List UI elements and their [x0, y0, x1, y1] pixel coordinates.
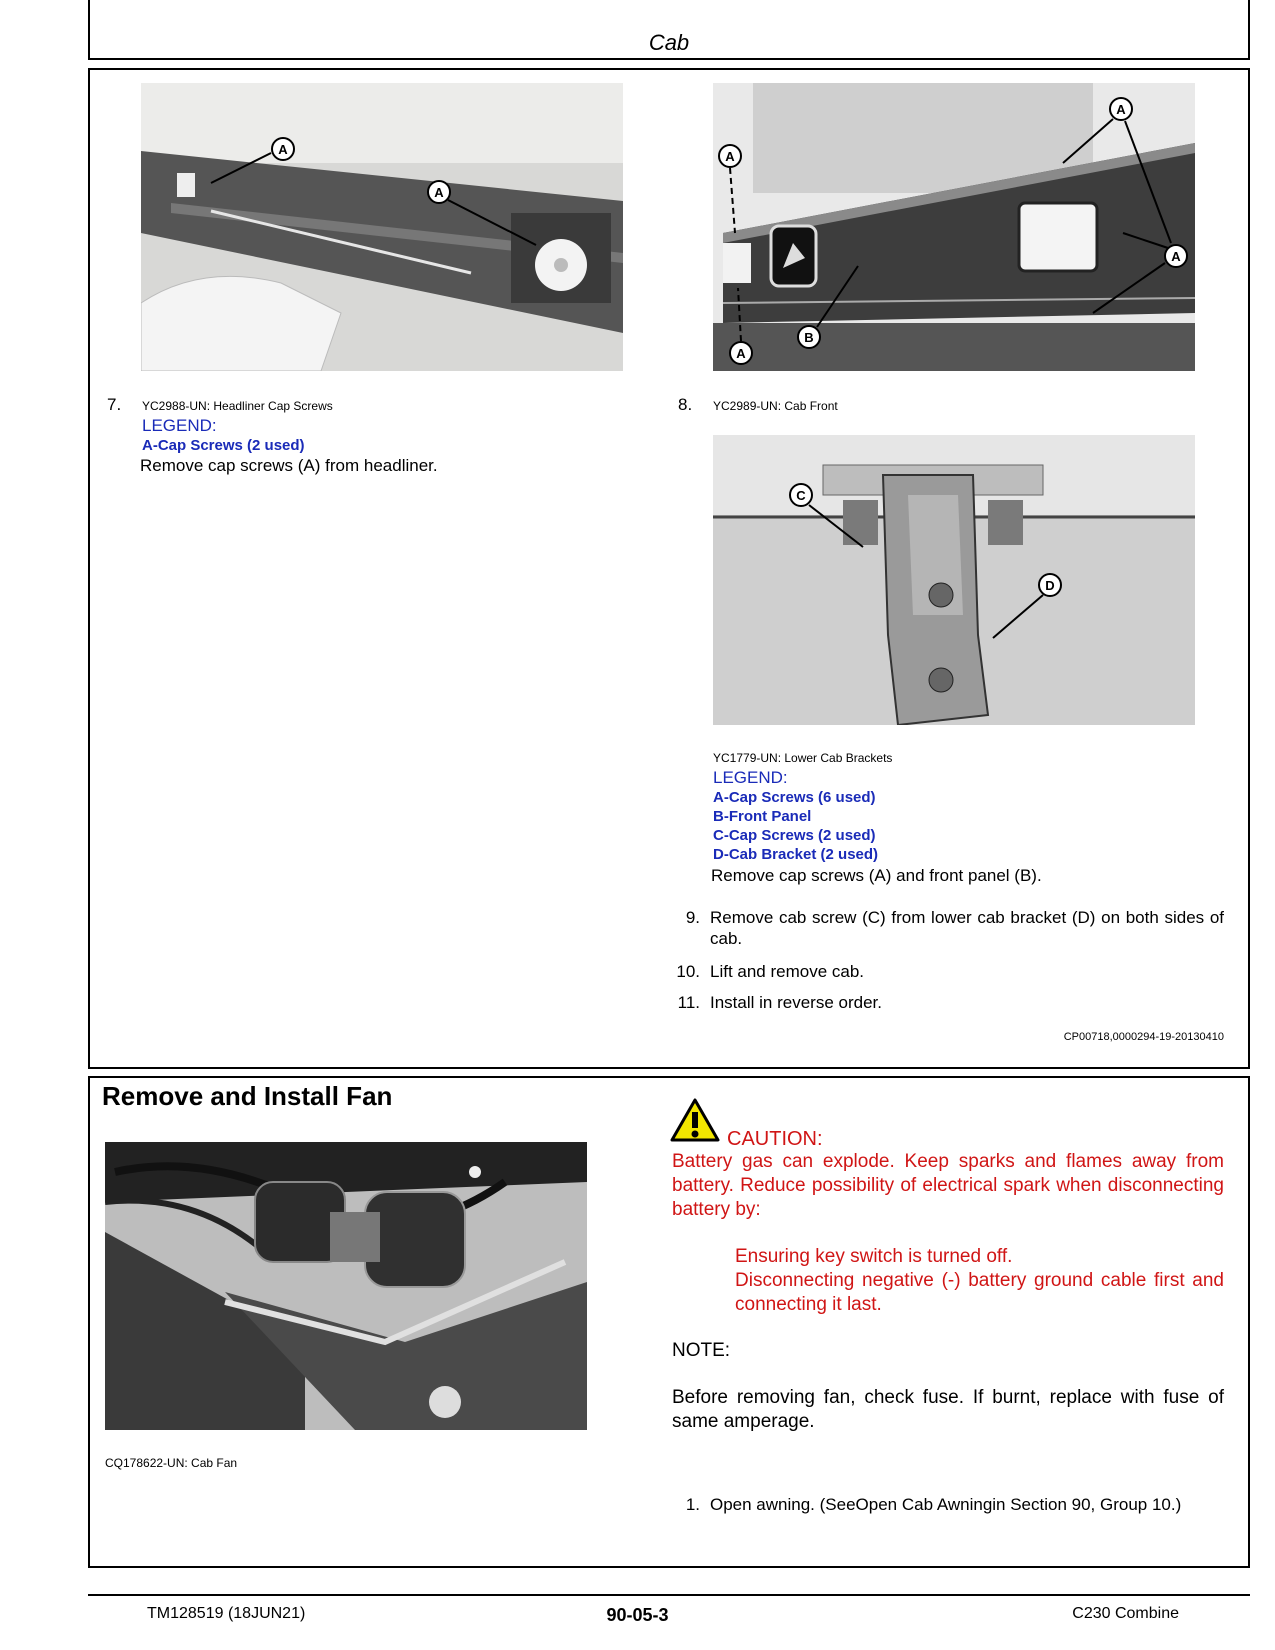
callout-a: A — [736, 346, 746, 361]
legend-item: B-Front Panel — [713, 808, 812, 825]
legend-heading: LEGEND: — [142, 416, 217, 435]
caution-text: Battery gas can explode. Keep sparks and flames away from battery. Reduce possibility of electrical spark when disconnecting battery by: — [672, 1151, 1224, 1220]
step-text: Install in reverse order. — [710, 993, 882, 1012]
caution-heading: CAUTION: — [727, 1128, 823, 1150]
step-text: Lift and remove cab. — [710, 962, 865, 981]
callout-a: A — [434, 185, 444, 200]
callout-b: B — [804, 330, 814, 345]
step-8-instruction: Remove cap screws (A) and front panel (B). — [711, 866, 1042, 885]
legend-item: D-Cab Bracket (2 used) — [713, 846, 879, 863]
footer-model: C230 Combine — [1072, 1605, 1179, 1622]
fan-image-caption: CQ178622-UN: Cab Fan — [105, 1456, 238, 1470]
legend-item: A-Cap Screws (2 used) — [142, 437, 305, 454]
headliner-image-caption: YC2988-UN: Headliner Cap Screws — [142, 399, 333, 413]
step-7-instruction: Remove cap screws (A) from headliner. — [140, 456, 438, 475]
page-title: Cab — [648, 30, 690, 55]
page-header — [88, 0, 1250, 60]
cab-fan-photo — [105, 1142, 587, 1430]
callout-a: A — [1171, 249, 1181, 264]
lower-bracket-image-caption: YC1779-UN: Lower Cab Brackets — [713, 751, 893, 765]
document-reference: CP00718,0000294-19-20130410 — [1063, 1031, 1224, 1043]
callout-a: A — [1116, 102, 1126, 117]
step-number: 10. — [676, 962, 700, 981]
step-number: 9. — [685, 908, 700, 927]
headliner-photo — [141, 83, 623, 371]
step-7-number: 7. — [107, 395, 122, 414]
note-heading: NOTE: — [672, 1340, 731, 1361]
cab-front-photo — [713, 83, 1195, 371]
legend-item: A-Cap Screws (6 used) — [713, 789, 876, 806]
step-text: Open awning. (SeeOpen Cab Awningin Section 90, Group 10.) — [710, 1495, 1182, 1514]
legend-item: C-Cap Screws (2 used) — [713, 827, 876, 844]
callout-a: A — [278, 142, 288, 157]
step-9 — [666, 907, 1224, 951]
section-title: Remove and Install Fan — [102, 1081, 393, 1111]
footer-rule — [88, 1594, 1250, 1596]
note-text: Before removing fan, check fuse. If burnt, replace with fuse of same amperage. — [672, 1387, 1224, 1432]
fan-step-1 — [666, 1494, 1224, 1538]
step-8-number: 8. — [678, 395, 693, 414]
step-number: 1. — [685, 1495, 700, 1514]
caution-item: Ensuring key switch is turned off. — [735, 1246, 1013, 1267]
step-11 — [666, 992, 1224, 1014]
step-number: 11. — [677, 993, 700, 1012]
footer-page-number: 90-05-3 — [606, 1605, 669, 1625]
step-10 — [666, 961, 1224, 983]
callout-d: D — [1045, 578, 1055, 593]
callout-c: C — [796, 488, 806, 503]
caution-item: Disconnecting negative (-) battery ground cable first and connecting it last. — [735, 1270, 1224, 1315]
lower-cab-bracket-photo — [713, 435, 1195, 725]
warning-triangle-icon — [670, 1098, 720, 1142]
footer-manual-id: TM128519 (18JUN21) — [147, 1605, 306, 1622]
legend-heading: LEGEND: — [713, 768, 788, 787]
callout-a: A — [725, 149, 735, 164]
cab-front-image-caption: YC2989-UN: Cab Front — [713, 399, 838, 413]
step-text: Remove cab screw (C) from lower cab bracket (D) on both sides of cab. — [710, 908, 1224, 948]
